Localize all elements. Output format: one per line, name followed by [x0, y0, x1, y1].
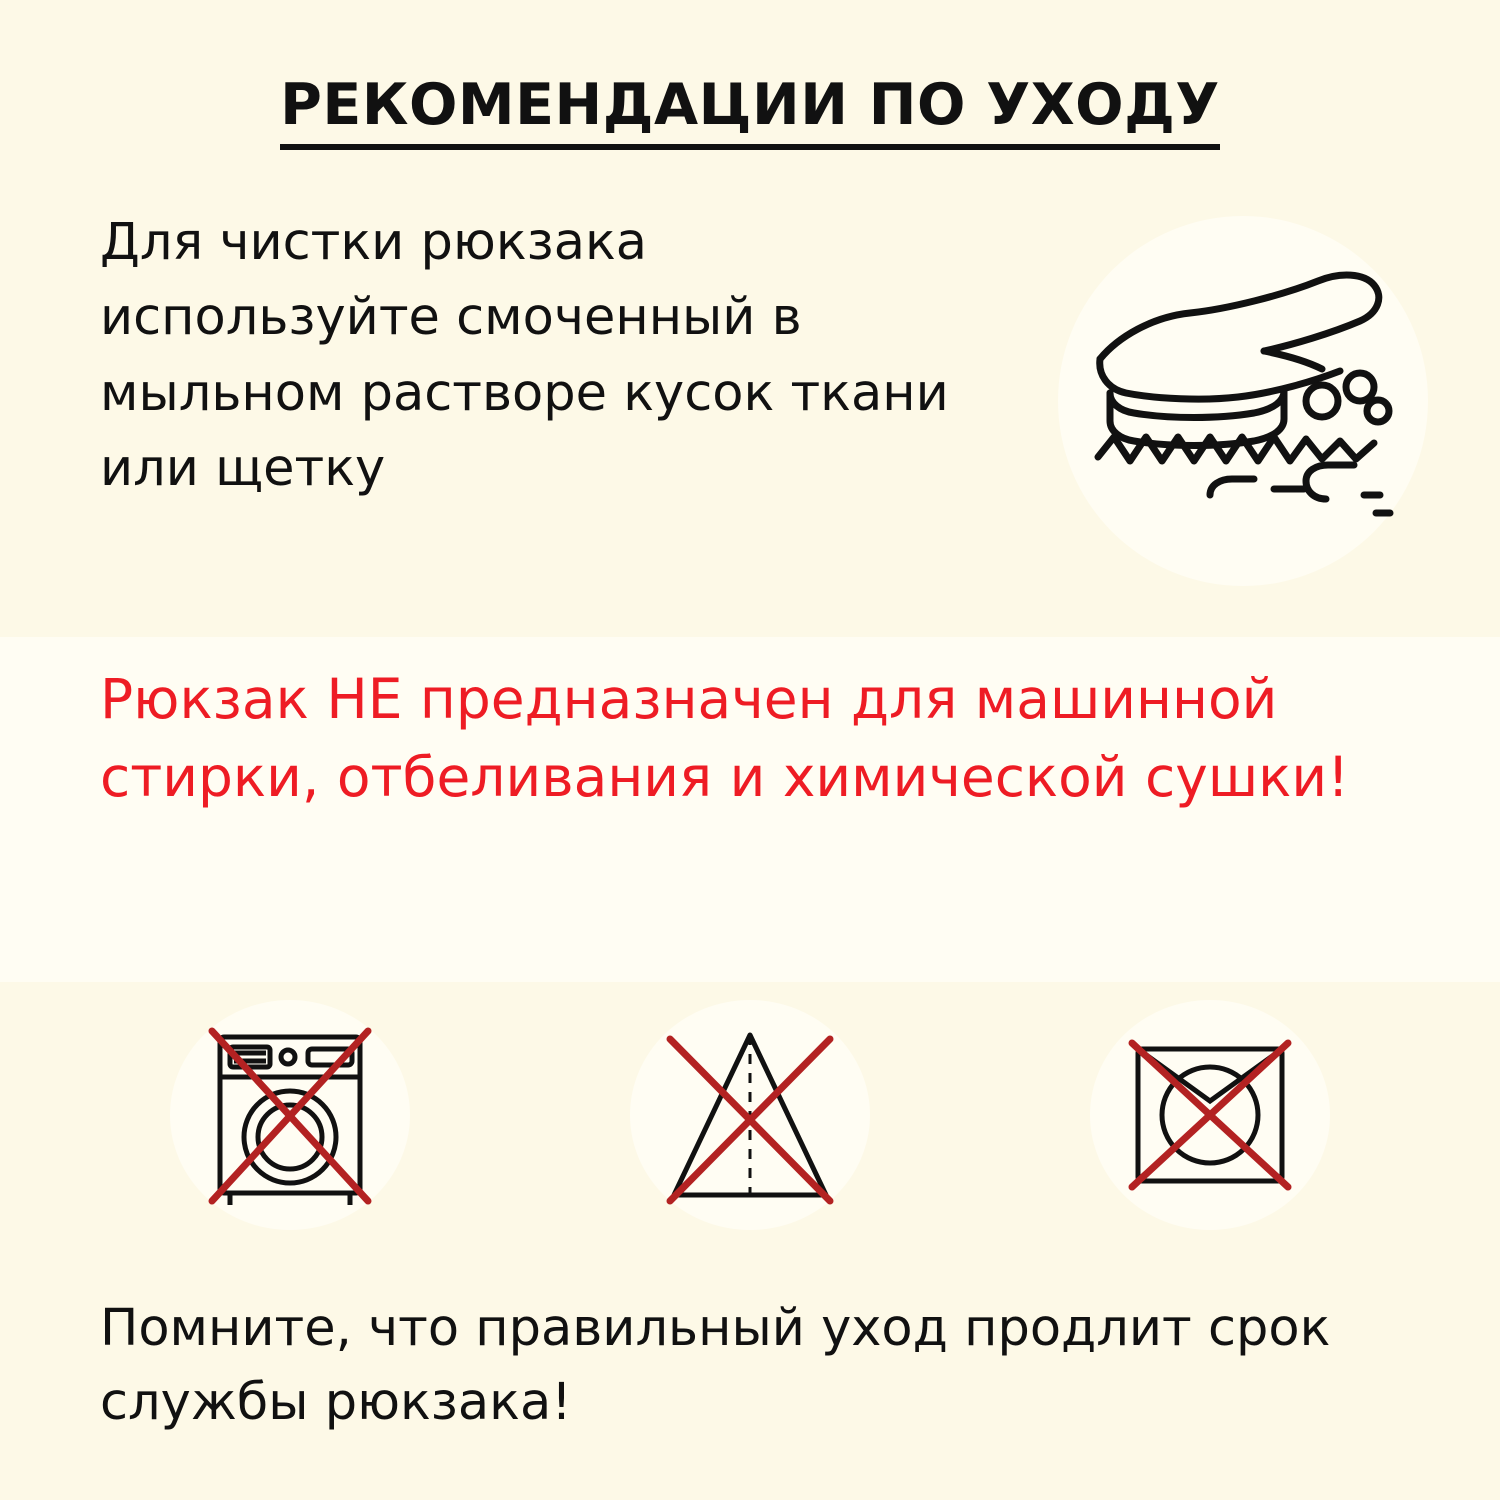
warning-paragraph: Рюкзак НЕ предназначен для машинной стирки, отбеливания и химической сушки! — [100, 667, 1350, 810]
no-machine-wash-icon — [190, 1015, 390, 1215]
hand-cleaning-badge — [1058, 216, 1428, 586]
symbol-no-machine-wash — [170, 1000, 410, 1230]
page-title — [0, 72, 1500, 138]
symbol-no-tumble-dry — [1090, 1000, 1330, 1230]
hand-wiping-surface-icon — [1078, 251, 1408, 551]
no-tumble-dry-icon — [1110, 1015, 1310, 1215]
page-title-text: РЕКОМЕНДАЦИИ ПО УХОДУ — [280, 72, 1220, 150]
footer-paragraph: Помните, что правильный уход продлит срок службы рюкзака! — [100, 1299, 1331, 1432]
care-symbols-row — [0, 1000, 1500, 1230]
no-bleach-icon — [650, 1015, 850, 1215]
symbol-no-bleach — [630, 1000, 870, 1230]
intro-paragraph: Для чистки рюкзака используйте смоченный в мыльном растворе кусок ткани или щетку — [100, 213, 949, 499]
